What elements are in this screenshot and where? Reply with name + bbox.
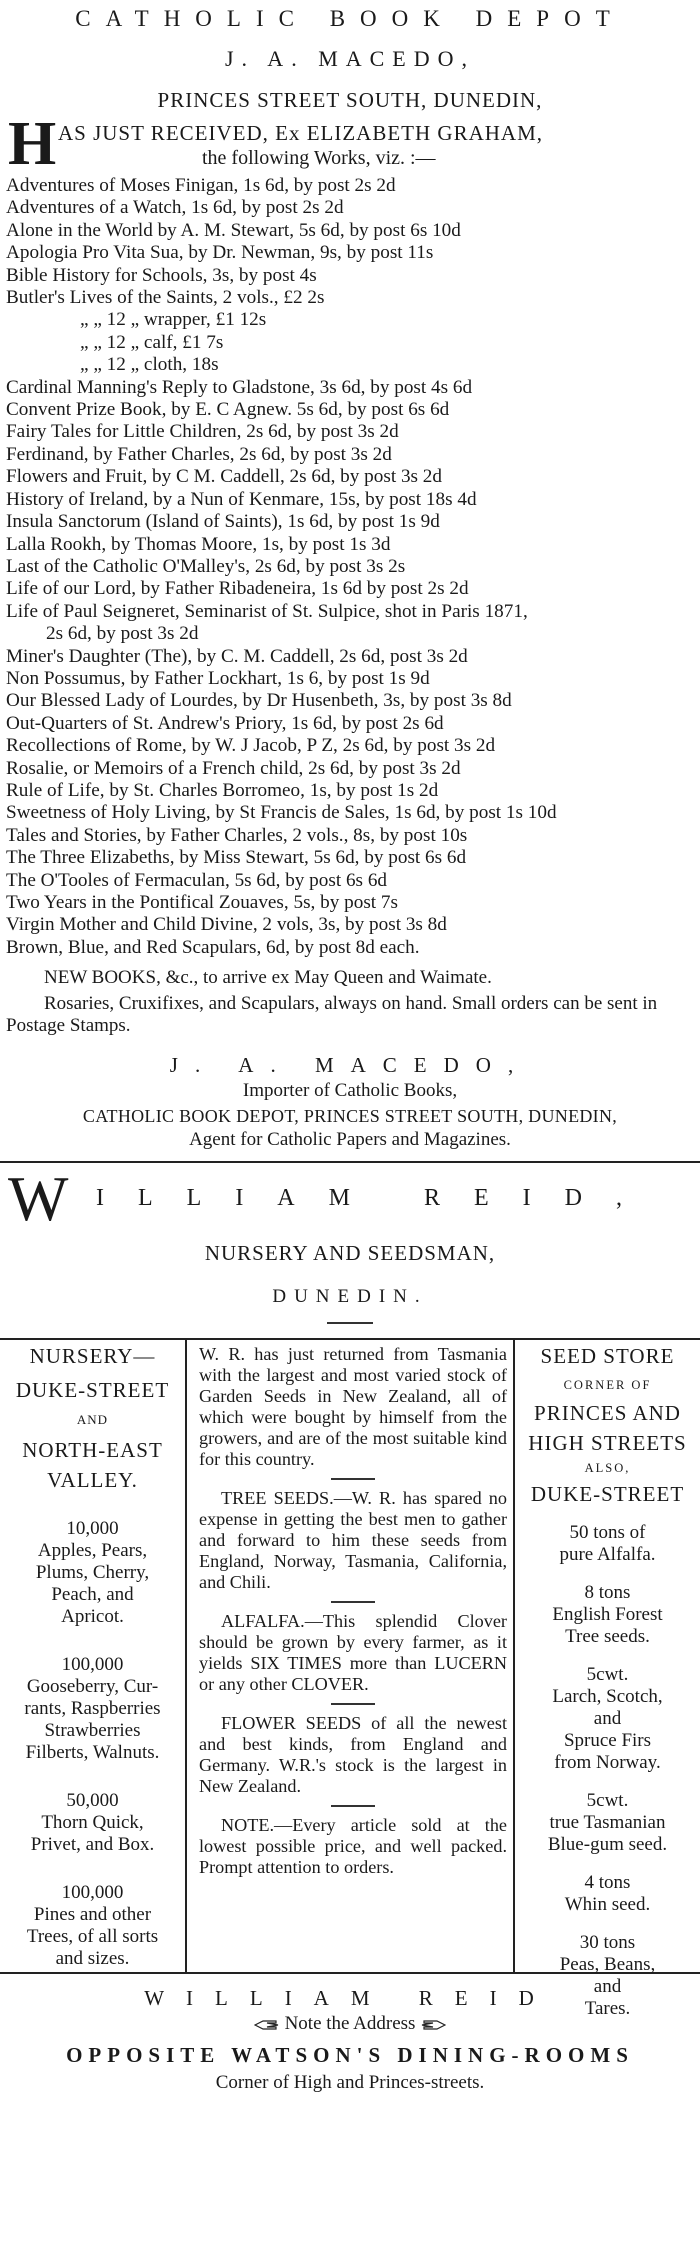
book-list-item: Butler's Lives of the Saints, 2 vols., £2 2s [6, 287, 325, 309]
book-list-item: Recollections of Rome, by W. J Jacob, P Z, 2s 6d, by post 3s 2d [6, 735, 496, 757]
left-stock-list [0, 1518, 185, 1970]
stock-quantity: 10,000 [66, 1518, 119, 1540]
stock-quantity: 8 tons [584, 1582, 631, 1604]
stock-item [515, 1522, 700, 1566]
stock-line: and sizes. [55, 1948, 130, 1970]
stock-line: Pines and other [33, 1904, 152, 1926]
book-list-item: Cardinal Manning's Reply to Gladstone, 3s 6d, by post 4s 6d [6, 376, 473, 398]
stock-item [0, 1654, 185, 1764]
stock-item [515, 1872, 700, 1916]
stock-line: Tares. [584, 1998, 631, 2020]
stock-quantity: 100,000 [61, 1654, 124, 1676]
middle-para-note: NOTE.—Every article sold at the lowest possible price, and well packed. Prompt attention to orders. [199, 1815, 507, 1878]
seed-store-corner: CORNER OF [563, 1378, 652, 1393]
signature-role: Importer of Catholic Books, [242, 1080, 458, 1102]
book-list-item: Adventures of a Watch, 1s 6d, by post 2s 2d [6, 197, 344, 219]
left-column [0, 1340, 187, 1972]
book-list-item: Lalla Rookh, by Thomas Moore, 1s, by post 1s 3d [6, 533, 391, 555]
pointing-hand-icon [254, 2019, 280, 2031]
rosaries-notice: Rosaries, Cruxifixes, and Scapulars, always on hand. Small orders can be sent in Postage Stamps. [6, 993, 658, 1037]
section-divider [0, 1161, 700, 1163]
stock-line: Apricot. [61, 1606, 124, 1628]
stock-line: from Norway. [554, 1752, 661, 1774]
reid-name-rest: ILLIAM REID, [96, 1185, 656, 1212]
footer-name: WILLIAM REID [144, 1986, 556, 2011]
stock-quantity: 100,000 [61, 1882, 124, 1904]
signature-depot: CATHOLIC BOOK DEPOT, PRINCES STREET SOUTH, DUNEDIN, [82, 1106, 618, 1127]
book-list-item: Adventures of Moses Finigan, 1s 6d, by post 2s 2d [6, 175, 396, 196]
stock-line: Filberts, Walnuts. [25, 1742, 160, 1764]
stock-quantity: 30 tons [579, 1932, 636, 1954]
book-list-item: Insula Sanctorum (Island of Saints), 1s 6d, by post 1s 9d [6, 511, 440, 533]
stock-line: Whin seed. [564, 1894, 651, 1916]
proprietor-name: J. A. MACEDO, [224, 46, 476, 71]
stock-line: true Tasmanian [549, 1812, 666, 1834]
reid-trade: NURSERY AND SEEDSMAN, [204, 1241, 496, 1266]
stock-line: Spruce Firs [563, 1730, 652, 1752]
book-list-item: Non Possumus, by Father Lockhart, 1s 6, by post 1s 9d [6, 667, 430, 689]
intro-line-1: AS JUST RECEIVED, Ex ELIZABETH GRAHAM, [58, 121, 544, 145]
book-list-item: Bible History for Schools, 3s, by post 4s [6, 264, 317, 286]
middle-para-flower-seeds: FLOWER SEEDS of all the newest and best kinds, from England and Germany. W.R.'s stock is the largest in New Zealand. [199, 1713, 507, 1797]
stock-line: Tree seeds. [565, 1626, 650, 1648]
seed-store-duke: DUKE-STREET [530, 1482, 685, 1507]
signature-agent: Agent for Catholic Papers and Magazines. [189, 1129, 511, 1151]
seed-store-high: HIGH STREETS [528, 1431, 687, 1456]
middle-para-tree-seeds: TREE SEEDS.—W. R. has spared no expense in getting the best men to gather and forward to him these seeds from England, Norway, Tasmania, California, and Chili. [199, 1488, 507, 1593]
stock-quantity: 50 tons of [569, 1522, 646, 1544]
signature-name: J. A. MACEDO, [169, 1053, 531, 1078]
middle-para-alfalfa: ALFALFA.—This splendid Clover should be grown by every farmer, as it yields SIX TIMES more than LUCERN or any other CLOVER. [199, 1611, 507, 1695]
right-stock-list [515, 1522, 700, 2020]
stock-quantity: 5cwt. [586, 1664, 629, 1686]
stock-item [0, 1790, 185, 1856]
middle-para-intro: W. R. has just returned from Tasmania with the largest and most varied stock of Garden Seeds in New Zealand, all of which were bought by himself from the growers, and are of the most suitable kind for this country. [199, 1344, 507, 1470]
stock-line: and [593, 1708, 622, 1730]
seed-store-also: ALSO, [584, 1461, 631, 1476]
book-list-item: Alone in the World by A. M. Stewart, 5s 6d, by post 6s 10d [6, 219, 461, 241]
stock-item [0, 1882, 185, 1970]
book-list-item: The O'Tooles of Fermaculan, 5s 6d, by post 6s 6d [6, 869, 388, 891]
stock-line: rants, Raspberries [24, 1698, 161, 1720]
stock-item [515, 1790, 700, 1856]
advertisement-page [0, 6, 700, 2266]
book-list-item: Fairy Tales for Little Children, 2s 6d, by post 3s 2d [6, 421, 399, 443]
intro-line-2: the following Works, viz. :— [202, 147, 436, 169]
stock-line: Privet, and Box. [30, 1834, 155, 1856]
nursery-heading-1: NURSERY— [29, 1344, 156, 1369]
stock-item [0, 1518, 185, 1628]
book-list-item: Apologia Pro Vita Sua, by Dr. Newman, 9s, by post 11s [6, 242, 434, 264]
seed-store-princes: PRINCES AND [534, 1401, 681, 1426]
book-list-item: Virgin Mother and Child Divine, 2 vols, 3s, by post 3s 8d [6, 914, 447, 936]
stock-line: Plums, Cherry, [35, 1562, 150, 1584]
stock-line: English Forest [552, 1604, 663, 1626]
book-list-item: Life of our Lord, by Father Ribadeneira, 1s 6d by post 2s 2d [6, 578, 469, 600]
book-list-item: Rosalie, or Memoirs of a French child, 2s 6d, by post 3s 2d [6, 757, 461, 779]
reid-heading [0, 1163, 700, 1235]
book-list-item: Miner's Daughter (The), by C. M. Caddell, 2s 6d, post 3s 2d [6, 645, 468, 667]
stock-item [515, 1664, 700, 1774]
middle-rule [331, 1805, 375, 1807]
stock-line: Peach, and [51, 1584, 134, 1606]
pointing-hand-icon [420, 2019, 446, 2031]
stock-line: Gooseberry, Cur- [26, 1676, 159, 1698]
stock-line: Thorn Quick, [41, 1812, 144, 1834]
footer-corner: Corner of High and Princes-streets. [215, 2072, 485, 2094]
stock-line: pure Alfalfa. [559, 1544, 656, 1566]
book-list-item: Two Years in the Pontifical Zouaves, 5s, by post 7s [6, 892, 398, 913]
middle-column [187, 1340, 515, 1972]
nursery-heading-4: VALLEY. [47, 1468, 138, 1493]
footer-opposite: OPPOSITE WATSON'S DINING-ROOMS [66, 2043, 634, 2068]
reid-drop-cap: W [8, 1163, 69, 1235]
short-rule [327, 1322, 373, 1324]
book-list-item: The Three Elizabeths, by Miss Stewart, 5s 6d, by post 6s 6d [6, 847, 467, 869]
stock-line: and [593, 1976, 622, 1998]
book-list-item: Sweetness of Holy Living, by St Francis de Sales, 1s 6d, by post 1s 10d [6, 802, 557, 824]
drop-cap: H [8, 110, 57, 178]
book-list-item: Life of Paul Seigneret, Seminarist of St. Sulpice, shot in Paris 1871, [6, 600, 528, 622]
right-column [515, 1340, 700, 2020]
seed-store-heading: SEED STORE [540, 1344, 675, 1369]
depot-address: PRINCES STREET SOUTH, DUNEDIN, [157, 88, 543, 112]
stock-quantity: 5cwt. [586, 1790, 629, 1812]
book-list-item: History of Ireland, by a Nun of Kenmare, 15s, by post 18s 4d [6, 488, 477, 510]
stock-line: Trees, of all sorts [26, 1926, 159, 1948]
book-list-item: Flowers and Fruit, by C M. Caddell, 2s 6d, by post 3s 2d [6, 466, 442, 488]
stock-line: Peas, Beans, [559, 1954, 656, 1976]
new-books-notice: NEW BOOKS, &c., to arrive ex May Queen and Waimate. [44, 967, 492, 989]
reid-town: DUNEDIN. [272, 1286, 428, 1308]
stock-line: Blue-gum seed. [547, 1834, 668, 1856]
nursery-heading-3: NORTH-EAST [22, 1438, 163, 1463]
book-list-item: „ „ 12 „ cloth, 18s [80, 354, 219, 376]
book-list-item: Brown, Blue, and Red Scapulars, 6d, by post 8d each. [6, 936, 420, 958]
book-list-item: Convent Prize Book, by E. C Agnew. 5s 6d, by post 6s 6d [6, 399, 450, 421]
book-list-item: Tales and Stories, by Father Charles, 2 vols., 8s, by post 10s [6, 824, 468, 846]
middle-rule [331, 1478, 375, 1480]
stock-quantity: 4 tons [584, 1872, 631, 1894]
book-list [6, 175, 700, 959]
book-list-item: Ferdinand, by Father Charles, 2s 6d, by post 3s 2d [6, 443, 392, 465]
middle-rule [331, 1703, 375, 1705]
book-list-item: Out-Quarters of St. Andrew's Priory, 1s 6d, by post 2s 6d [6, 712, 444, 734]
book-list-item: Rule of Life, by St. Charles Borromeo, 1s, by post 1s 2d [6, 779, 439, 801]
footer-note: Note the Address [284, 2013, 416, 2035]
stock-line: Strawberries [44, 1720, 141, 1742]
book-list-item: Last of the Catholic O'Malley's, 2s 6d, by post 3s 2s [6, 555, 406, 577]
nursery-heading-2: DUKE-STREET [15, 1378, 170, 1403]
book-list-item: Our Blessed Lady of Lourdes, by Dr Husenbeth, 3s, by post 3s 8d [6, 690, 512, 712]
stock-line: Apples, Pears, [37, 1540, 148, 1562]
book-list-item: „ „ 12 „ wrapper, £1 12s [80, 309, 267, 331]
catholic-book-depot-heading: CATHOLIC BOOK DEPOT [75, 6, 625, 31]
intro-block [6, 110, 700, 178]
stock-quantity: 50,000 [66, 1790, 119, 1812]
stock-line: Larch, Scotch, [552, 1686, 663, 1708]
book-list-item: „ „ 12 „ calf, £1 7s [80, 331, 224, 353]
stock-item [515, 1582, 700, 1648]
book-list-item: 2s 6d, by post 3s 2d [46, 623, 199, 645]
nursery-and: AND [76, 1412, 109, 1428]
middle-rule [331, 1601, 375, 1603]
